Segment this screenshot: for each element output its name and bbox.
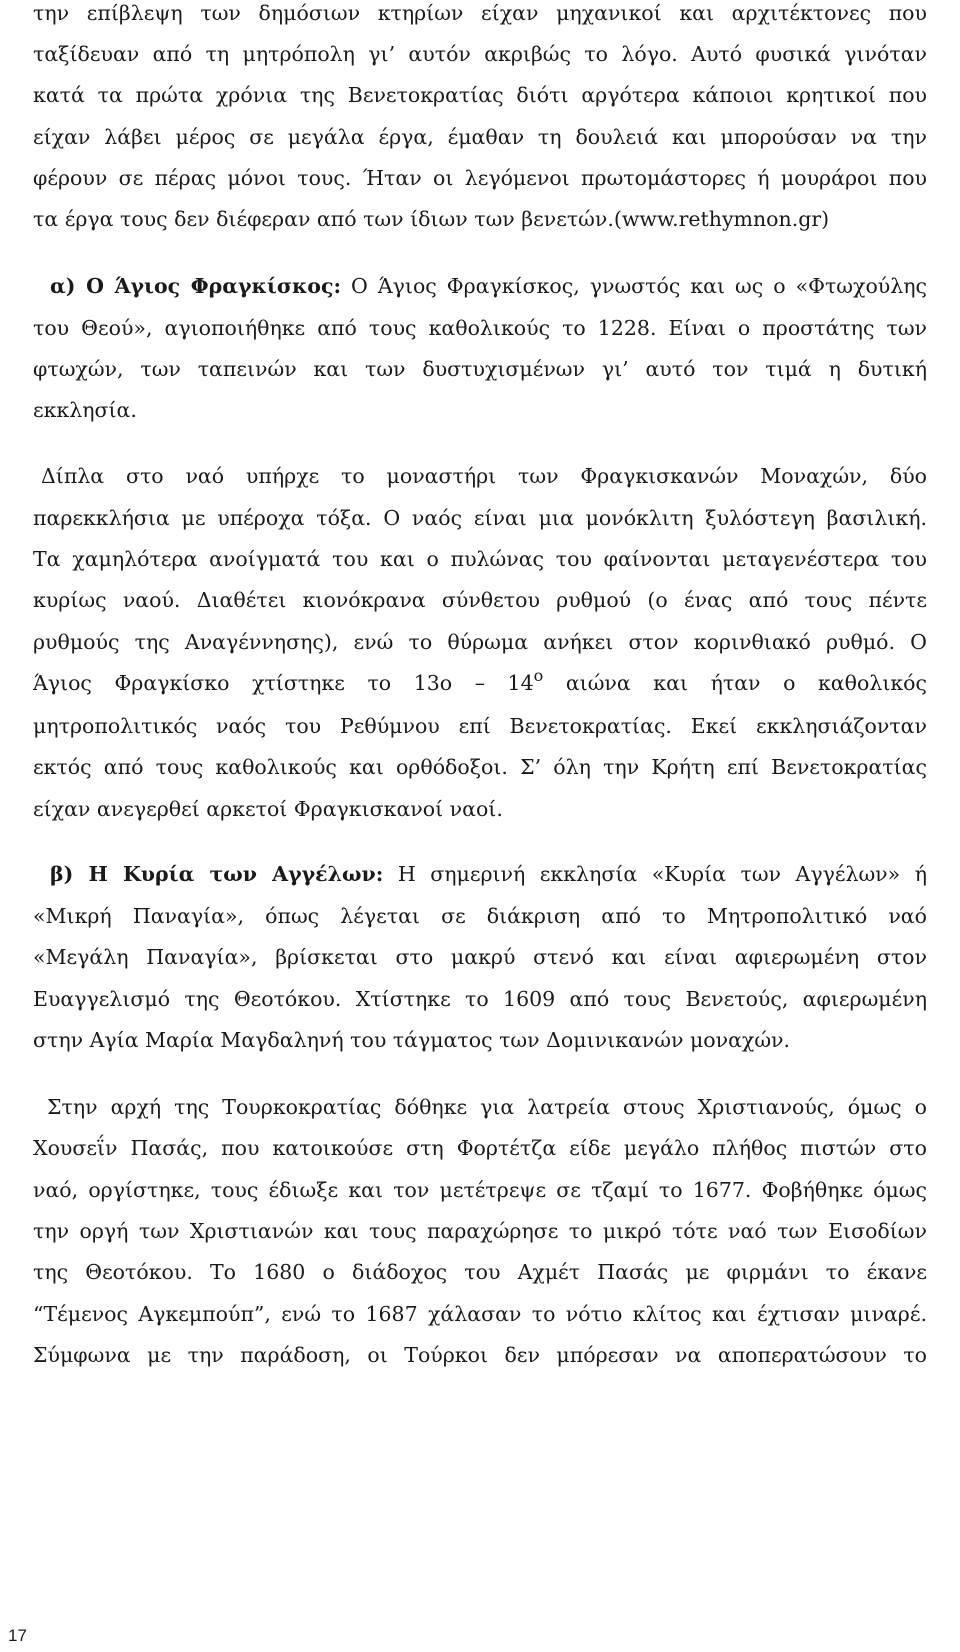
text-line: είχαν λάβει μέρος σε μεγάλα έργα, έμαθαν τη δουλειά και μπορούσαν να την [33,125,927,149]
text-line: “Τέμενος Αγκεμπούπ”, ενώ το 1687 χάλασαν το νότιο κλίτος και έχτισαν μιναρέ. [33,1302,927,1326]
superscript: ο [533,666,544,685]
text-line: Τα χαμηλότερα ανοίγματά του και ο πυλώνας του φαίνονται μεταγενέστερα του [33,547,927,571]
text-line: Σύμφωνα με την παράδοση, οι Τούρκοι δεν μπόρεσαν να αποπερατώσουν το [33,1343,927,1367]
text-line [50,276,927,297]
text-line: είχαν ανεγερθεί αρκετοί Φραγκισκανοί ναοί. [33,797,503,821]
text-span: Ο Άγιος Φραγκίσκος, γνωστός και ως ο «Φτωχούλης [341,274,928,298]
text-line: φτωχών, των ταπεινών και των δυστυχισμένων γι’ αυτό τον τιμά η δυτική [33,357,927,381]
section-heading: β) Η Κυρία των Αγγέλων: [50,862,384,886]
text-line: στην Αγία Μαρία Μαγδαληνή του τάγματος των Δομινικανών μοναχών. [33,1028,791,1052]
text-span: αιώνα και ήταν ο καθολικός [543,671,927,695]
page-number: 17 [8,1626,27,1645]
text-line: εκτός από τους καθολικούς και ορθόδοξοι. Σ’ όλη την Κρήτη επί Βενετοκρατίας [33,755,927,779]
text-line: της Θεοτόκου. Το 1680 ο διάδοχος του Αχμέτ Πασάς με φιρμάνι το έκανε [33,1260,927,1284]
text-line: ναό, οργίστηκε, τους έδιωξε και τον μετέτρεψε σε τζαμί το 1677. Φοβήθηκε όμως [33,1178,927,1202]
text-line: τα έργα τους δεν διέφεραν από των ίδιων των βενετών.(www.rethymnon.gr) [33,207,830,231]
text-line: Χουσεΐν Πασάς, που κατοικούσε στη Φορτέτζα είδε μεγάλο πλήθος πιστών στο [33,1136,927,1160]
text-line: Στην αρχή της Τουρκοκρατίας δόθηκε για λατρεία στους Χριστιανούς, όμως ο [47,1095,927,1119]
section-heading: α) Ο Άγιος Φραγκίσκος: [50,274,342,298]
text-line: μητροπολιτικός ναός του Ρεθύμνου επί Βενετοκρατίας. Εκεί εκκλησιάζονταν [33,714,927,738]
text-span: Άγιος Φραγκίσκο χτίστηκε το 13ο – 14 [33,671,534,695]
text-line: την επίβλεψη των δημόσιων κτηρίων είχαν μηχανικοί και αρχιτέκτονες που [33,1,927,25]
text-line: Ευαγγελισμό της Θεοτόκου. Χτίστηκε το 1609 από τους Βενετούς, αφιερωμένη [33,987,927,1011]
text-line: παρεκκλήσια με υπέροχα τόξα. Ο ναός είναι μια μονόκλιτη ξυλόστεγη βασιλική. [33,506,927,530]
text-line: Δίπλα στο ναό υπήρχε το μοναστήρι των Φραγκισκανών Μοναχών, δύο [41,464,927,488]
text-line: φέρουν σε πέρας μόνοι τους. Ήταν οι λεγόμενοι πρωτομάστορες ή μουράροι που [33,166,927,190]
text-line: «Μικρή Παναγία», όπως λέγεται σε διάκριση από το Μητροπολιτικό ναό [33,904,927,928]
text-line: του Θεού», αγιοποιήθηκε από τους καθολικούς το 1228. Είναι ο προστάτης των [33,316,927,340]
text-line: ταξίδευαν από τη μητρόπολη γι’ αυτόν ακριβώς το λόγο. Αυτό φυσικά γινόταν [33,42,927,66]
text-line [50,864,927,885]
text-line [33,666,927,695]
text-line: εκκλησία. [33,398,137,422]
text-span: Η σημερινή εκκλησία «Κυρία των Αγγέλων» ή [383,862,927,886]
text-line: κατά τα πρώτα χρόνια της Βενετοκρατίας διότι αργότερα κάποιοι κρητικοί που [33,83,927,107]
text-line: ρυθμούς της Αναγέννησης), ενώ το θύρωμα ανήκει στον κορινθιακό ρυθμό. Ο [33,630,927,654]
text-line: «Μεγάλη Παναγία», βρίσκεται στο μακρύ στενό και είναι αφιερωμένη στον [33,945,927,969]
text-line: κυρίως ναού. Διαθέτει κιονόκρανα σύνθετου ρυθμού (ο ένας από τους πέντε [33,588,927,612]
text-line: την οργή των Χριστιανών και τους παραχώρησε το μικρό τότε ναό των Εισοδίων [33,1219,927,1243]
